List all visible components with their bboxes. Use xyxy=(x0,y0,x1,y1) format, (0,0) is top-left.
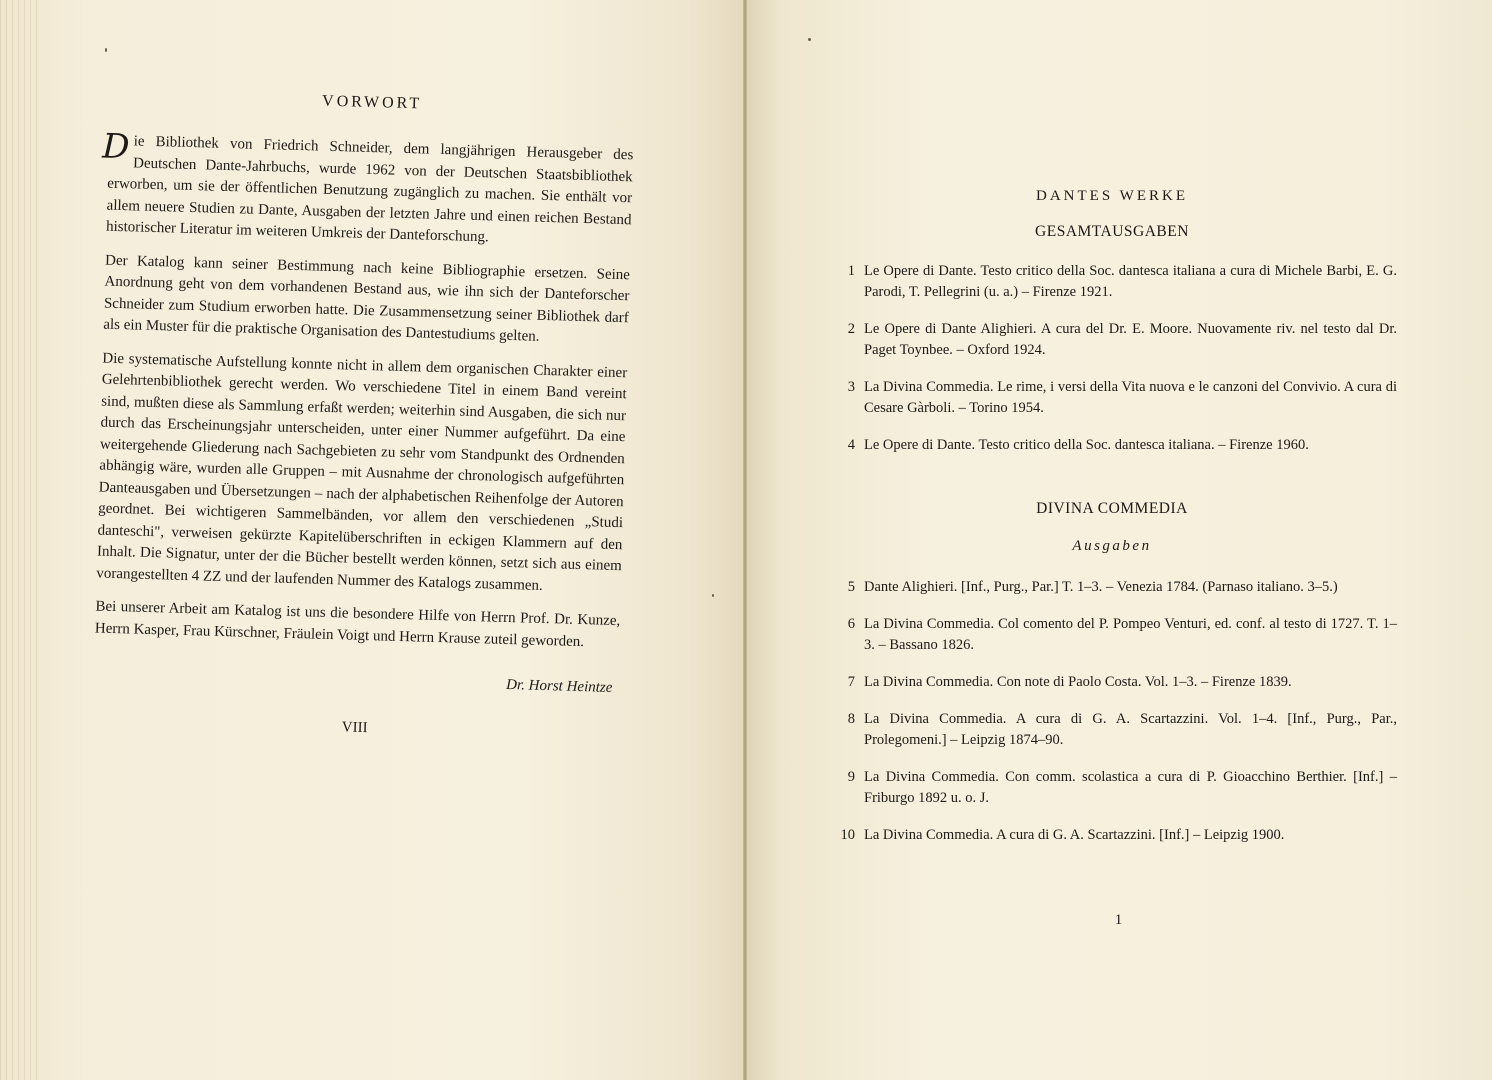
catalog-entry xyxy=(827,672,1397,693)
entry-text: La Divina Commedia. Le rime, i versi della Vita nuova e le canzoni del Convivio. A cura di Cesare Gàrboli. – Torino 1954. xyxy=(864,379,1397,416)
entry-text: Le Opere di Dante Alighieri. A cura del Dr. E. Moore. Nuovamente riv. nel testo dal Dr. Paget Toynbee. – Oxford 1924. xyxy=(864,321,1397,358)
catalog-entry xyxy=(827,377,1397,419)
paragraph-4: Bei unserer Arbeit am Katalog ist uns die besondere Hilfe von Herrn Prof. Dr. Kunze, Herrn Kasper, Frau Kürschner, Fräulein Voigt und Herrn Krause zuteil geworden. xyxy=(94,598,621,650)
entry-number: 6 xyxy=(847,616,855,632)
catalog-entry xyxy=(827,825,1397,846)
catalog-entry xyxy=(827,435,1397,456)
entry-text: La Divina Commedia. A cura di G. A. Scartazzini. [Inf.] – Leipzig 1900. xyxy=(864,827,1285,843)
catalog-entry xyxy=(827,577,1397,598)
page-edge xyxy=(0,0,38,1080)
entry-number: 10 xyxy=(840,827,855,843)
entry-number: 3 xyxy=(847,379,855,395)
paper-speck xyxy=(105,48,107,52)
entry-number: 5 xyxy=(847,579,855,595)
subsection-heading-divina-commedia: DIVINA COMMEDIA xyxy=(1036,500,1188,517)
entry-text: Le Opere di Dante. Testo critico della Soc. dantesca italiana a cura di Michele Barbi, E. G. Parodi, T. Pellegrini (u. a.) – Firenze 1921. xyxy=(864,263,1397,300)
entry-text: La Divina Commedia. Con comm. scolastica a cura di P. Gioacchino Berthier. [Inf.] – Friburgo 1892 u. o. J. xyxy=(864,769,1397,806)
page-number-right: 1 xyxy=(1114,912,1123,928)
entry-text: Le Opere di Dante. Testo critico della Soc. dantesca italiana. – Firenze 1960. xyxy=(864,437,1309,453)
catalog-entry xyxy=(827,319,1397,361)
right-page xyxy=(745,0,1492,1080)
page-number-left: VIII xyxy=(341,719,368,737)
paragraph-1-text: ie Bibliothek von Friedrich Schneider, dem langjährigen Herausgeber des Deutschen Dante-Jahrbuchs, wurde 1962 von der Deutschen Staatsbibliothek erworben, um sie der öffentlichen Benutzung zugänglich zu machen. Sie enthält vor allem neuere Studien zu Dante, Ausgaben der letzten Jahre und einen reichen Bestand historischer Literatur im weiteren Umkreis der Danteforschung. xyxy=(105,133,634,246)
subsection-heading-gesamtausgaben: GESAMTAUSGABEN xyxy=(1035,223,1189,240)
catalog-entry xyxy=(827,614,1397,656)
entry-text: Dante Alighieri. [Inf., Purg., Par.] T. 1–3. – Venezia 1784. (Parnaso italiano. 3–5.) xyxy=(864,579,1338,595)
entry-number: 9 xyxy=(847,769,855,785)
page-title: VORWORT xyxy=(321,92,423,113)
entry-number: 1 xyxy=(847,263,855,279)
left-page xyxy=(0,0,745,1080)
entry-text: La Divina Commedia. Col comento del P. Pompeo Venturi, ed. conf. al testo di 1727. T. 1–3. – Bassano 1826. xyxy=(864,616,1397,653)
entry-text: La Divina Commedia. A cura di G. A. Scartazzini. Vol. 1–4. [Inf., Purg., Par., Prolegomeni.] – Leipzig 1874–90. xyxy=(864,711,1397,748)
entry-number: 8 xyxy=(847,711,855,727)
paragraph-1 xyxy=(101,126,634,253)
drop-cap: D xyxy=(101,126,131,168)
signature: Dr. Horst Heintze xyxy=(505,676,613,696)
paragraph-3: Die systematische Aufstellung konnte nicht in allem dem organischen Charakter einer Gelehrtenbibliothek gerecht werden. Wo verschiedene Titel in einem Band vereint sind, mußten diese als Sammlung erfaßt werden; weiterhin sind Ausgaben, die sich nur durch das Erscheinungsjahr unterscheiden, unter einer Nummer aufgeführt. Da eine weitergehende Gliederung nach Sachgebieten zu sehr vom Standpunkt des Ordnenden abhängig wäre, wurden alle Gruppen – mit Ausnahme der chronologisch aufgeführten Danteausgaben und Übersetzungen – nach der alphabetischen Reihenfolge der Autoren geordnet. Bei wichtigeren Sammelbänden, vor allem den verschiedenen „Studi danteschi", verweisen gekürzte Kapitelüberschriften in eckigen Klammern auf den Inhalt. Die Signatur, unter der die Bücher bestellt werden können, setzt sich aus einem vorangestellten 4 ZZ und der laufenden Nummer des Katalogs zusammen. xyxy=(96,350,628,594)
catalog-entry xyxy=(827,709,1397,751)
book-gutter xyxy=(743,0,747,1080)
paper-speck xyxy=(808,38,811,41)
entry-text: La Divina Commedia. Con note di Paolo Costa. Vol. 1–3. – Firenze 1839. xyxy=(864,674,1292,690)
paragraph-2: Der Katalog kann seiner Bestimmung nach keine Bibliographie ersetzen. Seine Anordnung geht von dem vorhandenen Bestand aus, wie ihn sich der Danteforscher Schneider zum Studium erworben hatte. Die Zusammensetzung seiner Bibliothek darf als ein Muster für die praktische Organisation des Dantestudiums gelten. xyxy=(103,252,631,345)
section-spacer xyxy=(827,472,1397,500)
catalog-entry xyxy=(827,261,1397,303)
entry-number: 4 xyxy=(847,437,855,453)
subsection-subtitle: Ausgaben xyxy=(1072,538,1152,554)
entry-number: 7 xyxy=(847,674,855,690)
section-heading: DANTES WERKE xyxy=(1036,188,1188,204)
entry-number: 2 xyxy=(847,321,855,337)
catalog-entry xyxy=(827,767,1397,809)
right-page-content xyxy=(827,188,1397,862)
left-page-content xyxy=(92,83,635,744)
paper-speck xyxy=(712,594,714,597)
